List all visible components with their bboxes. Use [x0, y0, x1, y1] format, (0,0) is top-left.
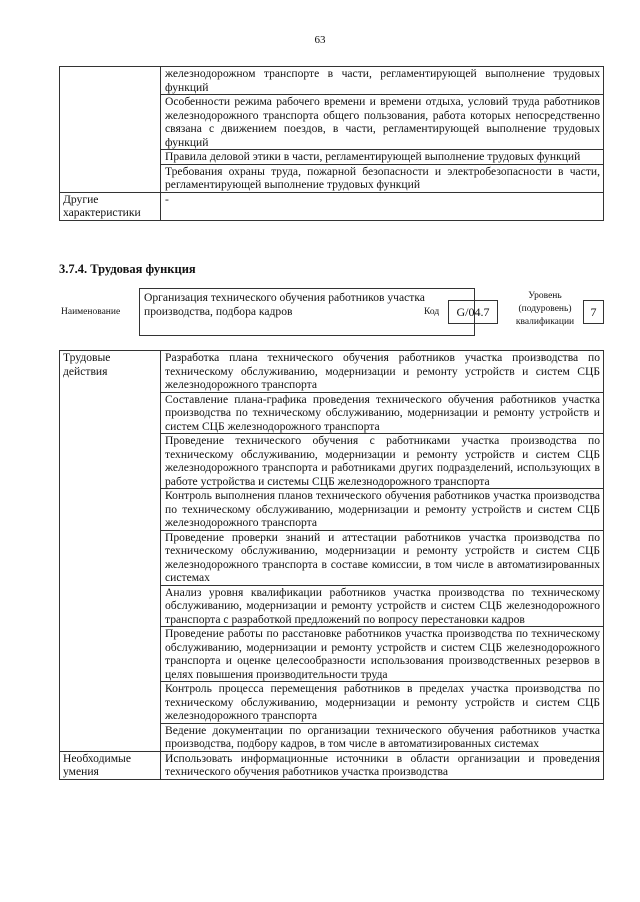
table-row: [60, 192, 604, 220]
page-number: 63: [314, 34, 326, 46]
required-skill-item: Использовать информационные источники в области организации и проведения технического обучения работников участка производства: [161, 751, 604, 779]
name-label: Наименование: [61, 307, 121, 317]
required-skills-label: Необходимые умения: [60, 751, 161, 779]
table-row: [60, 351, 604, 393]
knowledge-item: Правила деловой этики в части, регламентирующей выполнение трудовых функций: [161, 150, 604, 165]
actions-table: [59, 350, 604, 780]
labor-action-item: Контроль выполнения планов технического обучения работников участка производства по техническому обслуживанию, модернизации и ремонту устройств и систем СЦБ железнодорожного транспорта: [161, 489, 604, 531]
function-name: Организация технического обучения работников участка производства, подбора кадров: [139, 288, 475, 336]
code-label: Код: [424, 307, 440, 317]
section-title: 3.7.4. Трудовая функция: [59, 262, 196, 276]
other-characteristics-value: -: [161, 192, 604, 220]
labor-action-item: Разработка плана технического обучения работников участка производства по техническому обслуживанию, модернизации и ремонту устройств и систем СЦБ железнодорожного транспорта: [161, 351, 604, 393]
labor-action-item: Контроль процесса перемещения работников в пределах участка производства по техническому обслуживанию, модернизации и ремонту устройств и систем СЦБ железнодорожного транспорта: [161, 682, 604, 724]
empty-label-cell: [60, 67, 161, 193]
knowledge-item: Особенности режима рабочего времени и времени отдыха, условий труда работников железнодорожного транспорта общего пользования, работа которых непосредственно связана с движением поездов, в части, регламентирующей выполнение трудовых функций: [161, 95, 604, 150]
knowledge-item: железнодорожном транспорте в части, регламентирующей выполнение трудовых функций: [161, 67, 604, 95]
table-row: [60, 67, 604, 95]
labor-action-item: Проведение проверки знаний и аттестации работников участка производства по техническому обслуживанию, модернизации и ремонту устройств и систем СЦБ железнодорожного транспорта в составе комиссии, в том числе в автоматизированных системах: [161, 530, 604, 585]
labor-action-item: Составление плана-графика проведения технического обучения работников участка производства по техническому обслуживанию, модернизации и ремонту устройств и систем СЦБ железнодорожного транспорта: [161, 392, 604, 434]
labor-action-item: Проведение работы по расстановке работников участка производства по техническому обслуживанию, модернизации и ремонту устройств и систем СЦБ железнодорожного транспорта и оценке целесообразности использования производственных резервов в целях повышения производительности труда: [161, 627, 604, 682]
labor-action-item: Анализ уровня квалификации работников участка производства по техническому обслуживанию, модернизации и ремонту устройств и систем СЦБ железнодорожного транспорта с разработкой предложений по вопросу перестановки кадров: [161, 585, 604, 627]
other-characteristics-label: Другие характеристики: [60, 192, 161, 220]
labor-action-item: Ведение документации по организации технического обучения работников участка производства, подбору кадров, в том числе в автоматизированных системах: [161, 723, 604, 751]
level-label: Уровень (подуровень) квалификации: [515, 291, 575, 327]
knowledge-item: Требования охраны труда, пожарной безопасности и электробезопасности в части, регламентирующей выполнение трудовых функций: [161, 164, 604, 192]
function-code: G/04.7: [448, 300, 498, 324]
labor-actions-label: Трудовые действия: [60, 351, 161, 752]
function-header: [59, 286, 604, 338]
level-value: 7: [583, 300, 604, 324]
knowledge-table: [59, 66, 604, 221]
labor-action-item: Проведение технического обучения с работниками участка производства по техническому обслуживанию, модернизации и ремонту устройств и систем СЦБ железнодорожного транспорта и работниками других подразделений, использующих в работе устройства и системы СЦБ железнодорожного транспорта: [161, 434, 604, 489]
table-row: [60, 751, 604, 779]
